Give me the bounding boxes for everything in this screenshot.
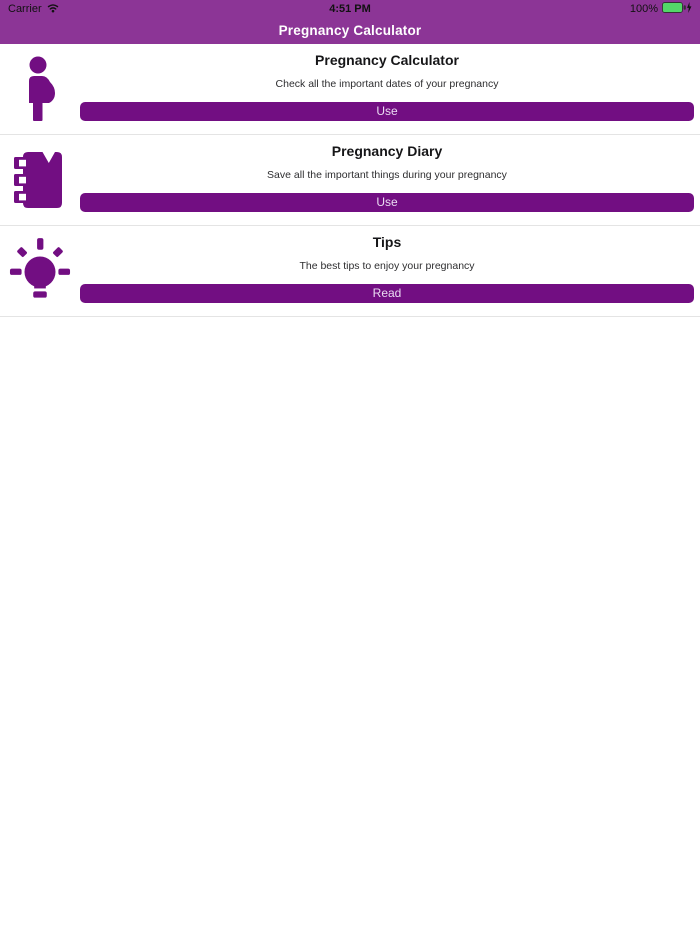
diary-icon [0,135,80,225]
section-title: Pregnancy Calculator [315,52,459,68]
page-title: Pregnancy Calculator [278,23,422,38]
battery-percent-label: 100% [629,2,658,15]
wifi-icon [46,2,60,16]
top-purple-area [0,0,700,44]
section-subtitle: Save all the important things during your pregnancy [267,169,507,181]
read-tips-button[interactable]: Read [80,284,694,303]
pregnant-woman-icon [0,44,80,134]
section-title: Tips [372,234,402,250]
section-title: Pregnancy Diary [331,143,443,159]
battery-icon [662,2,692,16]
section-tips [0,226,700,317]
carrier-label: Carrier [8,2,42,15]
status-bar [0,0,700,17]
use-pregnancy-diary-button[interactable]: Use [80,193,694,212]
lightbulb-icon [0,226,80,316]
use-pregnancy-calculator-button[interactable]: Use [80,102,694,121]
section-subtitle: The best tips to enjoy your pregnancy [299,260,475,272]
section-subtitle: Check all the important dates of your pregnancy [275,78,499,90]
section-pregnancy-calculator [0,44,700,135]
nav-bar [0,17,700,44]
time-label: 4:51 PM [329,2,371,15]
section-pregnancy-diary [0,135,700,226]
